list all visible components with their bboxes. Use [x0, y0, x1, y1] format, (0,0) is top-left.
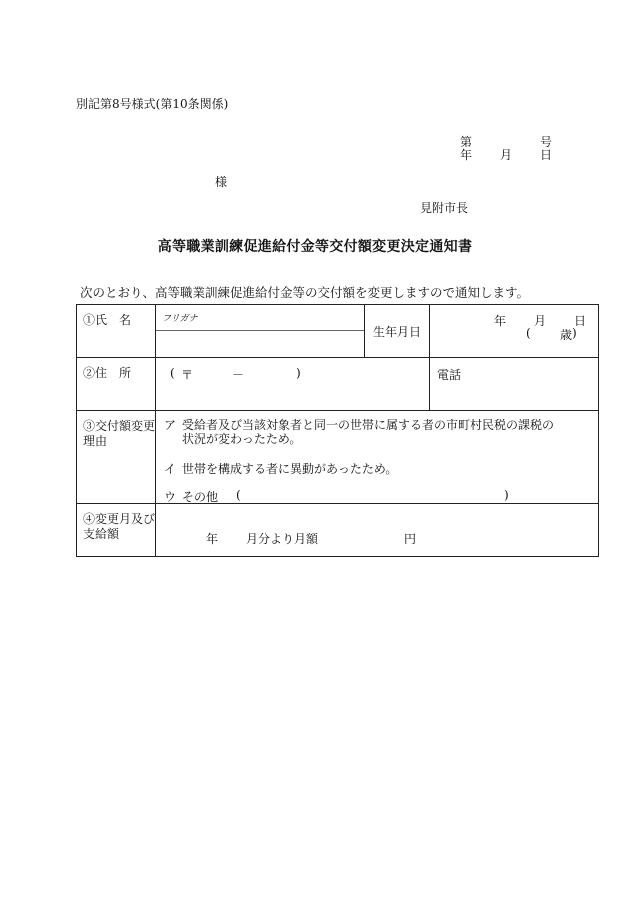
reason-option-u[interactable] — [164, 488, 218, 505]
document-number-prefix: 第 — [460, 135, 473, 149]
document-number-suffix: 号 — [540, 135, 553, 149]
name-label: ①氏 名 — [77, 305, 156, 358]
dob-field[interactable] — [430, 305, 599, 358]
change-row — [77, 504, 599, 557]
document-title: 高等職業訓練促進給付金等交付額変更決定通知書 — [157, 239, 473, 255]
change-label: ④変更月及び支給額 — [77, 504, 156, 557]
age-label: 歳 — [560, 328, 573, 342]
furigana-label: フリガナ — [156, 305, 364, 331]
issue-date-month: 月 — [500, 148, 513, 162]
age-close-paren: ) — [572, 326, 577, 340]
reason-options — [156, 411, 599, 504]
issue-date-year: 年 — [460, 148, 473, 162]
reason-label: ③交付額変更理由 — [77, 411, 156, 504]
option-i-marker: イ — [164, 462, 177, 476]
reason-row — [77, 411, 599, 504]
postal-close-paren: ) — [296, 366, 301, 380]
name-field[interactable] — [156, 305, 365, 358]
address-row — [77, 358, 599, 411]
notification-form-table — [76, 304, 599, 557]
option-a-marker: ア — [164, 418, 177, 432]
name-row — [77, 305, 599, 358]
change-field[interactable] — [156, 504, 599, 557]
other-open-paren: ( — [236, 488, 241, 502]
phone-label: 電話 — [437, 368, 462, 382]
address-field[interactable] — [156, 358, 430, 411]
change-year-label: 年 — [206, 532, 219, 546]
phone-field[interactable] — [430, 358, 599, 411]
name-input-area[interactable] — [156, 331, 364, 355]
postal-open-paren: ( — [170, 366, 175, 380]
intro-text: 次のとおり、高等職業訓練促進給付金等の交付額を変更しますので通知します。 — [80, 285, 530, 300]
change-month-amount-label: 月分より月額 — [246, 532, 319, 546]
reason-option-a[interactable] — [164, 418, 600, 446]
other-close-paren: ) — [504, 488, 509, 502]
option-a-text-line2: 状況が変わったため。 — [182, 432, 302, 446]
issuer: 見附市長 — [420, 201, 469, 215]
option-u-text: その他 — [182, 490, 219, 504]
dob-label: 生年月日 — [365, 305, 430, 358]
dob-day-label: 日 — [574, 314, 587, 328]
issue-date-day: 日 — [540, 148, 553, 162]
change-yen-label: 円 — [404, 532, 417, 546]
option-u-marker: ウ — [164, 490, 177, 504]
option-a-text-line1: 受給者及び当該対象者と同一の世帯に属する者の市町村民税の課税の — [182, 418, 555, 432]
address-label: ②住 所 — [77, 358, 156, 411]
postal-dash: － — [232, 368, 245, 382]
dob-year-label: 年 — [494, 314, 507, 328]
reason-option-i[interactable] — [164, 460, 397, 477]
option-i-text: 世帯を構成する者に異動があったため。 — [182, 462, 398, 476]
addressee-suffix: 様 — [215, 175, 228, 189]
dob-month-label: 月 — [534, 314, 547, 328]
age-open-paren: ( — [526, 326, 531, 340]
form-reference: 別記第8号様式(第10条関係) — [76, 97, 229, 111]
postal-mark-icon: 〒 — [181, 368, 194, 382]
